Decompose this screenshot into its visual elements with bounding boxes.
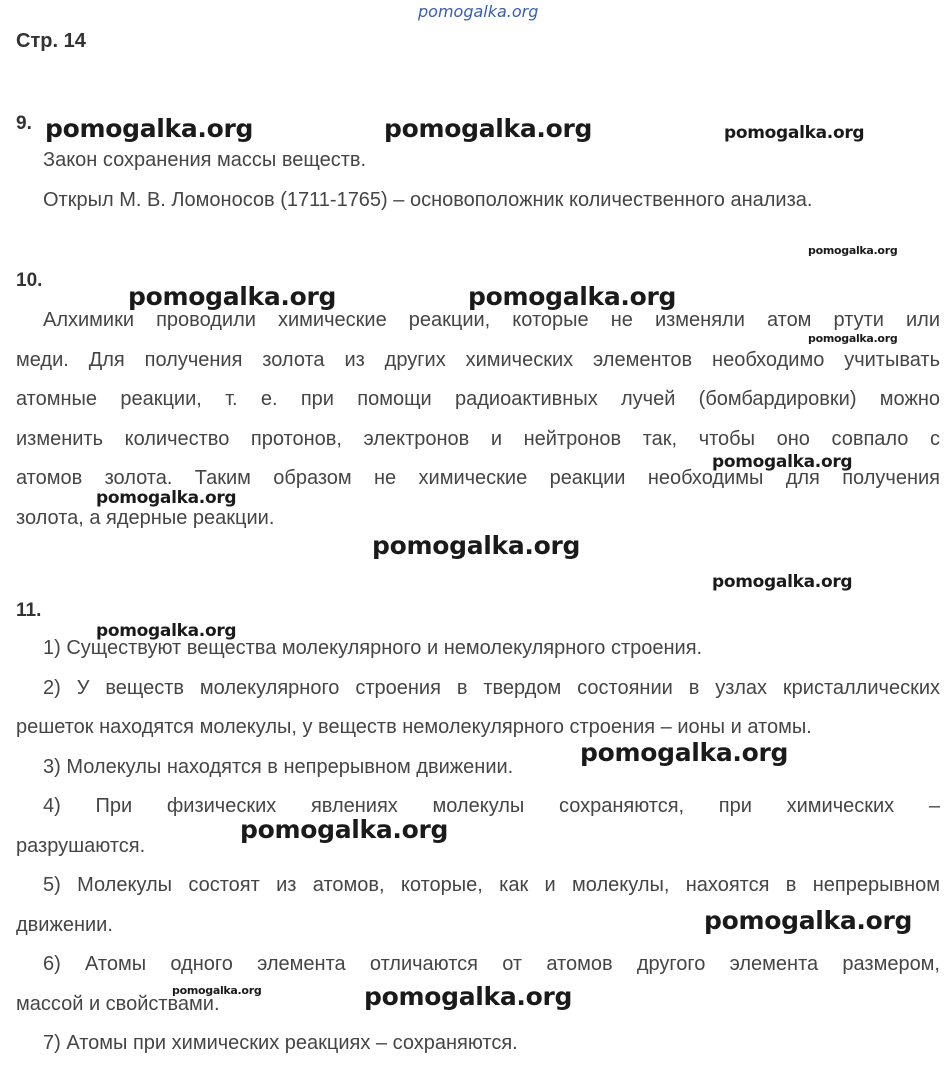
watermark: pomogalka.org: [96, 488, 237, 508]
list-item-continued: решеток находятся молекулы, у веществ немолекулярного строения – ионы и атомы.: [16, 716, 812, 738]
page-title: Стр. 14: [16, 30, 86, 52]
list-item: 3) Молекулы находятся в непрерывном движении.: [43, 755, 514, 778]
watermark: pomogalka.org: [712, 572, 853, 592]
watermark: pomogalka.org: [172, 984, 262, 997]
list-item: 1) Существуют вещества молекулярного и немолекулярного строения.: [43, 637, 703, 659]
watermark: pomogalka.org: [240, 815, 449, 844]
task-number-9: 9.: [16, 113, 32, 134]
task-number-10: 10.: [16, 270, 43, 291]
text-line: Алхимики проводили химические реакции, которые не изменяли атом ртути или: [43, 309, 940, 331]
task-number-11: 11.: [16, 600, 42, 621]
watermark: pomogalka.org: [364, 982, 573, 1011]
watermark: pomogalka.org: [808, 244, 898, 257]
list-item: 6) Атомы одного элемента отличаются от атомов другого элемента размером,: [43, 953, 940, 975]
list-item: 4) При физических явлениях молекулы сохраняются, при химических –: [43, 795, 940, 817]
list-item: 7) Атомы при химических реакциях – сохраняются.: [43, 1032, 518, 1054]
watermark: pomogalka.org: [128, 282, 337, 311]
text-line: меди. Для получения золота из других химических элементов необходимо учитывать: [16, 348, 940, 371]
watermark: pomogalka.org: [468, 282, 677, 311]
text-line: золота, а ядерные реакции.: [16, 506, 275, 529]
text-line: атомные реакции, т. е. при помощи радиоактивных лучей (бомбардировки) можно: [16, 388, 940, 410]
text-line: Открыл М. В. Ломоносов (1711-1765) – основоположник количественного анализа.: [43, 188, 813, 211]
text-line: изменить количество протонов, электронов и нейтронов так, чтобы оно совпало с: [16, 427, 940, 450]
watermark: pomogalka.org: [384, 114, 593, 143]
watermark: pomogalka.org: [704, 906, 913, 935]
watermark: pomogalka.org: [96, 621, 237, 641]
watermark: pomogalka.org: [724, 123, 865, 143]
text-line: атомов золота. Таким образом не химические реакции необходимы для получения: [16, 467, 940, 489]
list-item: 2) У веществ молекулярного строения в твердом состоянии в узлах кристаллических: [43, 676, 940, 699]
list-item: 5) Молекулы состоят из атомов, которые, как и молекулы, нахоятся в непрерывном: [43, 874, 940, 896]
watermark: pomogalka.org: [808, 332, 898, 345]
list-item-continued: массой и свойствами.: [16, 992, 220, 1015]
task-9-text: [43, 141, 943, 220]
list-item-continued: движении.: [16, 913, 113, 936]
watermark: pomogalka.org: [45, 114, 254, 143]
watermark: pomogalka.org: [372, 531, 581, 560]
list-item-continued: разрушаются.: [16, 834, 146, 857]
site-link-top[interactable]: pomogalka.org: [418, 2, 539, 21]
watermark: pomogalka.org: [580, 738, 789, 767]
text-line: Закон сохранения массы веществ.: [43, 149, 367, 171]
watermark: pomogalka.org: [712, 452, 853, 472]
